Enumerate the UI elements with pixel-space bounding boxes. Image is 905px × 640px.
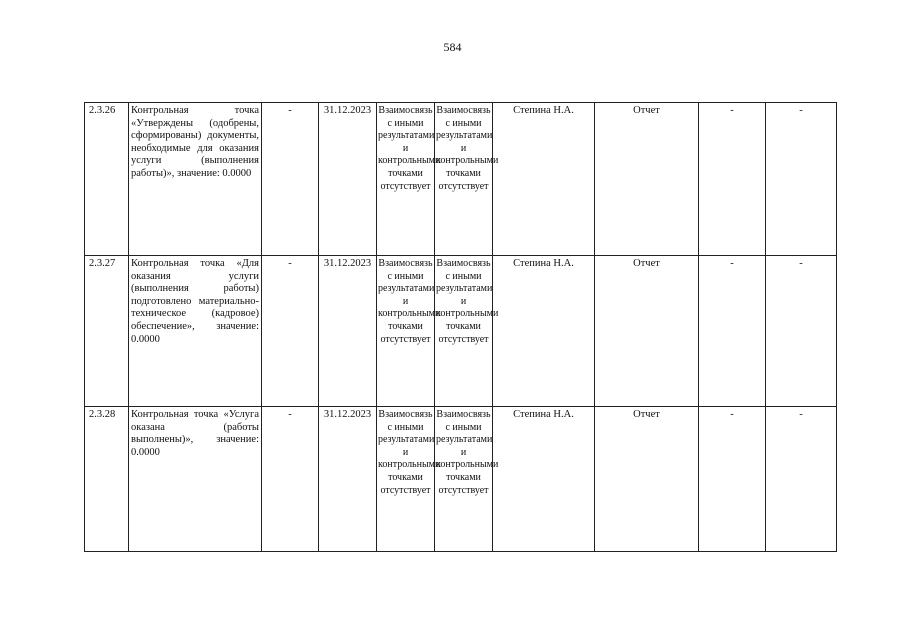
- relation-predecessor: Взаимосвязь с иными результатами и контрольными точками отсутствует: [377, 256, 435, 407]
- page-number: 584: [443, 40, 462, 54]
- control-point-name: Контрольная точка «Утверждены (одобрены, сформированы) документы, необходимые для оказания услуги (выполнения работы)», значение: 0.0000: [129, 103, 262, 256]
- base-value: -: [262, 407, 319, 552]
- table-row: [85, 256, 837, 407]
- control-point-name: Контрольная точка «Услуга оказана (работы выполнены)», значение: 0.0000: [129, 407, 262, 552]
- responsible-person: Степина Н.А.: [493, 407, 595, 552]
- confirming-document: Отчет: [595, 103, 699, 256]
- row-number: 2.3.27: [85, 256, 129, 407]
- control-points-table: [84, 102, 837, 552]
- relation-successor: Взаимосвязь с иными результатами и контрольными точками отсутствует: [435, 407, 493, 552]
- deadline-date: 31.12.2023: [319, 256, 377, 407]
- responsible-person: Степина Н.А.: [493, 256, 595, 407]
- confirming-document: Отчет: [595, 407, 699, 552]
- base-value: -: [262, 103, 319, 256]
- confirming-document: Отчет: [595, 256, 699, 407]
- notes: -: [766, 407, 837, 552]
- deadline-date: 31.12.2023: [319, 407, 377, 552]
- deadline-date: 31.12.2023: [319, 103, 377, 256]
- relation-predecessor: Взаимосвязь с иными результатами и контрольными точками отсутствует: [377, 103, 435, 256]
- row-number: 2.3.28: [85, 407, 129, 552]
- information-system: -: [699, 256, 766, 407]
- information-system: -: [699, 407, 766, 552]
- relation-successor: Взаимосвязь с иными результатами и контрольными точками отсутствует: [435, 256, 493, 407]
- notes: -: [766, 103, 837, 256]
- information-system: -: [699, 103, 766, 256]
- relation-successor: Взаимосвязь с иными результатами и контрольными точками отсутствует: [435, 103, 493, 256]
- responsible-person: Степина Н.А.: [493, 103, 595, 256]
- table-row: [85, 103, 837, 256]
- table-row: [85, 407, 837, 552]
- row-number: 2.3.26: [85, 103, 129, 256]
- base-value: -: [262, 256, 319, 407]
- relation-predecessor: Взаимосвязь с иными результатами и контрольными точками отсутствует: [377, 407, 435, 552]
- notes: -: [766, 256, 837, 407]
- control-point-name: Контрольная точка «Для оказания услуги (выполнения работы) подготовлено материально-техническое (кадровое) обеспечение», значение: 0.0000: [129, 256, 262, 407]
